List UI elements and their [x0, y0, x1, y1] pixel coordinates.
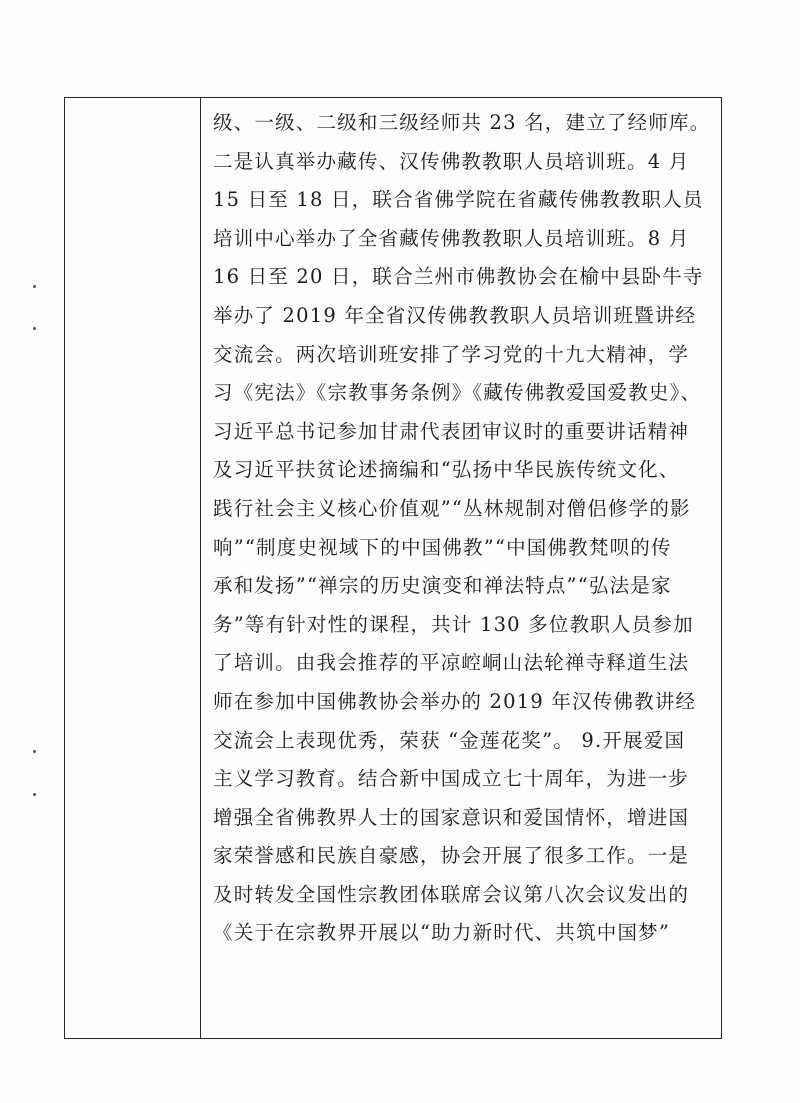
text-line: 习近平总书记参加甘肃代表团审议时的重要讲话精神 [213, 419, 690, 443]
scan-mark [33, 285, 36, 288]
table-content-cell [201, 98, 721, 1038]
text-line: 培训中心举办了全省藏传佛教教职人员培训班。8 月 [213, 226, 690, 250]
scan-mark [33, 793, 36, 796]
text-line: 二是认真举办藏传、汉传佛教教职人员培训班。4 月 [213, 149, 690, 173]
text-line: 响”“制度史视域下的中国佛教”“中国佛教梵呗的传 [213, 535, 672, 559]
text-line: 交流会。两次培训班安排了学习党的十九大精神，学 [213, 342, 690, 366]
text-line: 主义学习教育。结合新中国成立七十周年，为进一步 [213, 767, 690, 791]
table-left-column [65, 98, 201, 1038]
text-line: 《关于在宗教界开展以“助力新时代、共筑中国梦” [213, 921, 671, 945]
text-line: 增强全省佛教界人士的国家意识和爱国情怀，增进国 [213, 805, 690, 829]
text-line: 交流会上表现优秀，荣获 “金莲花奖”。 9.开展爱国 [213, 728, 686, 752]
text-line: 务”等有针对性的课程，共计 130 多位教职人员参加 [213, 612, 694, 636]
text-line: 了培训。由我会推荐的平凉崆峒山法轮禅寺释道生法 [213, 651, 690, 675]
text-line: 承和发扬”“禅宗的历史演变和禅法特点”“弘法是家 [213, 574, 672, 598]
text-line: 及习近平扶贫论述摘编和“弘扬中华民族传统文化、 [213, 458, 680, 482]
text-line: 师在参加中国佛教协会举办的 2019 年汉传佛教讲经 [213, 689, 697, 713]
text-line: 习《宪法》《宗教事务条例》《藏传佛教爱国爱教史》、 [213, 381, 702, 405]
text-line: 级、一级、二级和三级经师共 23 名，建立了经师库。 [213, 111, 711, 134]
table-frame [64, 97, 722, 1039]
scan-mark [33, 327, 36, 330]
text-line: 及时转发全国性宗教团体联席会议第八次会议发出的 [213, 882, 690, 906]
scan-mark [33, 750, 36, 753]
text-line: 践行社会主义核心价值观”“丛林规制对僧侣修学的影 [213, 496, 691, 520]
text-line: 家荣誉感和民族自豪感，协会开展了很多工作。一是 [213, 844, 690, 868]
text-line: 举办了 2019 年全省汉传佛教教职人员培训班暨讲经 [213, 303, 697, 327]
text-line: 16 日至 20 日，联合兰州市佛教协会在榆中县卧牛寺 [213, 265, 704, 289]
text-line: 15 日至 18 日，联合省佛学院在省藏传佛教教职人员 [213, 188, 704, 212]
